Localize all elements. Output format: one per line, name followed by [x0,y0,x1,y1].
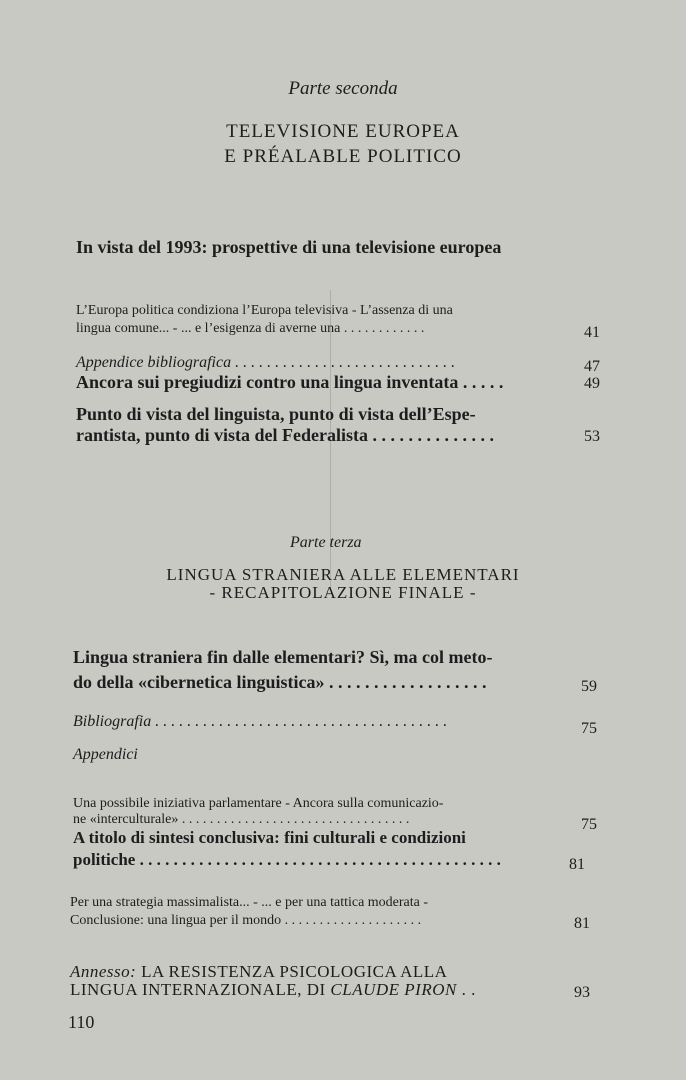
toc-page-81-strategia: 81 [574,915,590,932]
part2-title-line1: TELEVISIONE EUROPEA [226,121,460,142]
toc-page-75-app: 75 [581,816,597,833]
toc-page-93: 93 [574,984,590,1001]
toc-strategia-line2: Conclusione: una lingua per il mondo . . . . . . . . . . . . . . . . . . . . [70,913,422,928]
toc-entry-pregiudizi: Ancora sui pregiudizi contro una lingua inventata . . . . . [76,372,504,392]
toc-entry-televisione-sub-line2: lingua comune... - ... e l’esigenza di averne una . . . . . . . . . . . . [76,321,425,336]
part2-title-line2: E PRÉALABLE POLITICO [224,146,462,167]
toc-strategia-line1: Per una strategia massimalista... - ... e per una tattica moderata - [70,895,429,910]
toc-annesso-prefix: Annesso: [70,962,137,981]
toc-app-line2: ne «interculturale» . . . . . . . . . . . . . . . . . . . . . . . . . . . . . . . . . [73,812,410,827]
toc-page-81-sintesi: 81 [569,856,585,873]
toc-annesso-author: CLAUDE PIRON [330,980,457,999]
part2-label: Parte seconda [288,78,398,99]
toc-appendici: Appendici [73,746,138,763]
toc-annesso-title2: LINGUA INTERNAZIONALE, DI [70,980,331,999]
toc-page-75-biblio: 75 [581,720,597,737]
toc-entry-punto-line2: rantista, punto di vista del Federalista . . . . . . . . . . . . . . [76,425,495,445]
toc-annesso-title1: LA RESISTENZA PSICOLOGICA ALLA [136,962,448,981]
toc-bibliografia: Bibliografia . . . . . . . . . . . . . . . . . . . . . . . . . . . . . . . . . . . . . [73,713,448,730]
toc-annesso-line2 [70,980,476,1000]
part3-title-line2: - RECAPITOLAZIONE FINALE - [209,583,477,602]
part3-label: Parte terza [290,534,362,551]
page-number: 110 [68,1012,95,1032]
toc-page-47: 47 [584,358,600,375]
toc-entry-lingua-straniera-line1: Lingua straniera fin dalle elementari? Sì, ma col meto- [73,647,493,667]
toc-entry-sintesi-line1: A titolo di sintesi conclusiva: fini culturali e condizioni [73,828,466,847]
toc-entry-punto-line1: Punto di vista del linguista, punto di vista dell’Espe- [76,404,476,424]
toc-annesso-dots: . . [456,980,476,999]
toc-page-41: 41 [584,324,600,341]
toc-page-49: 49 [584,375,600,392]
part3-title-line1: LINGUA STRANIERA ALLE ELEMENTARI [166,565,520,584]
toc-page-59: 59 [581,678,597,695]
toc-entry-lingua-straniera-line2: do della «cibernetica linguistica» . . . . . . . . . . . . . . . . . . [73,672,487,692]
toc-app-line1: Una possibile iniziativa parlamentare - Ancora sulla comunicazio- [73,796,444,811]
toc-entry-sintesi-line2: politiche . . . . . . . . . . . . . . . . . . . . . . . . . . . . . . . . . . . . . . . . . . . [73,850,501,869]
toc-appendice-bibliografica: Appendice bibliografica . . . . . . . . . . . . . . . . . . . . . . . . . . . . [76,354,456,371]
toc-entry-televisione-sub-line1: L’Europa politica condiziona l’Europa televisiva - L’assenza di una [76,303,453,318]
toc-page-53: 53 [584,428,600,445]
toc-annesso-line1 [70,962,447,982]
toc-entry-televisione-title: In vista del 1993: prospettive di una televisione europea [76,237,502,257]
